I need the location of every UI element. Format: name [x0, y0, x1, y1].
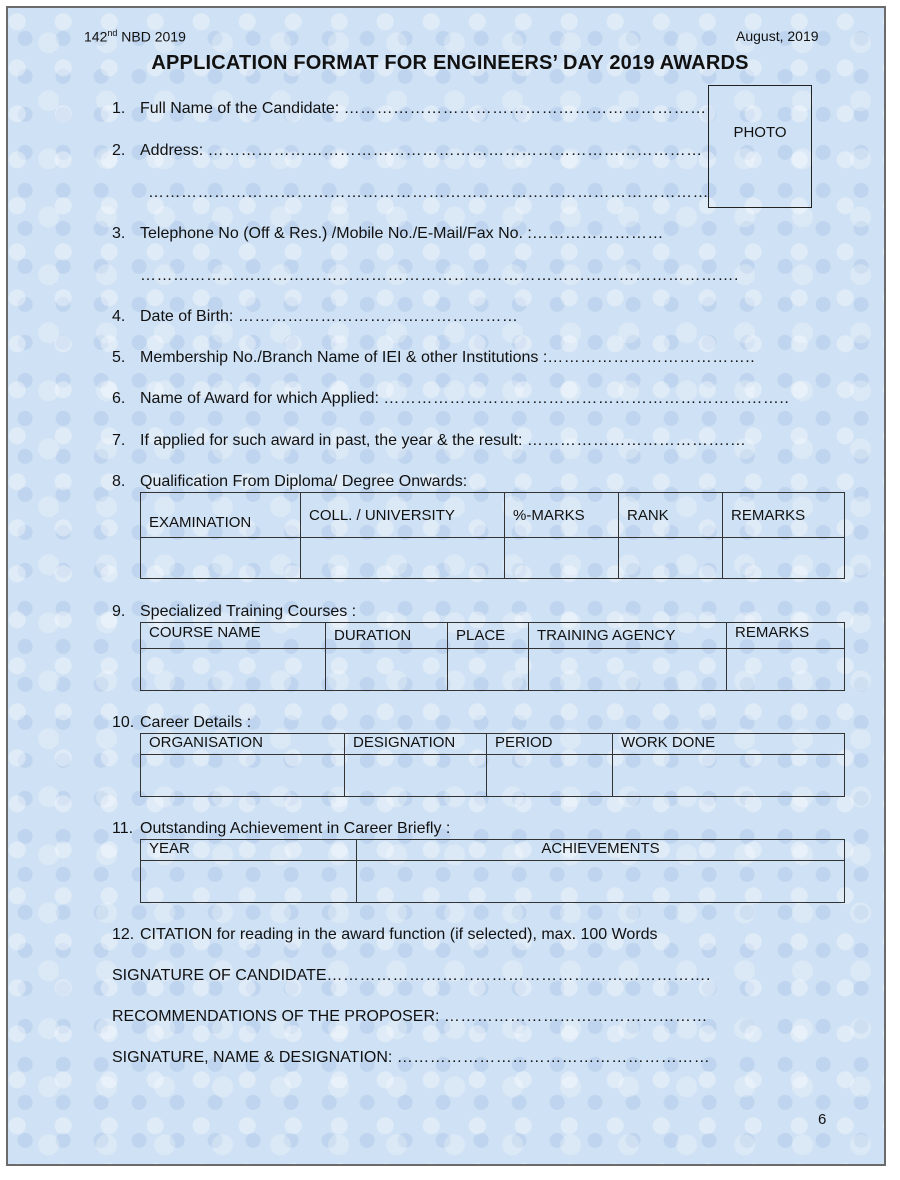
- item-number: 3.: [112, 225, 126, 242]
- item-number: 10.: [112, 714, 135, 731]
- table-header-cell: COLL. / UNIVERSITY: [301, 493, 505, 538]
- item-citation: [112, 926, 658, 944]
- photo-label: PHOTO: [733, 124, 787, 141]
- edition-rest: NBD 2019: [117, 28, 186, 45]
- table-cell[interactable]: [727, 649, 845, 691]
- item-membership: [112, 349, 755, 367]
- career-table: [140, 733, 845, 797]
- item-label: Outstanding Achievement in Career Briefly :: [140, 820, 451, 837]
- table-header-cell: RANK: [619, 493, 723, 538]
- fill-line[interactable]: ………………………………………………………………..: [383, 390, 790, 407]
- achievement-table: [140, 839, 845, 903]
- table-header-cell: ORGANISATION: [141, 734, 345, 755]
- table-cell[interactable]: [357, 861, 845, 903]
- fill-line[interactable]: ………………………………………………………………………………: [207, 142, 703, 159]
- table-cell[interactable]: [529, 649, 727, 691]
- signature-name-designation: [112, 1049, 710, 1067]
- item-qualification: [112, 473, 467, 491]
- table-cell[interactable]: [141, 861, 357, 903]
- item-address-line2: [148, 184, 709, 202]
- item-number: 6.: [112, 390, 126, 407]
- table-row: [141, 538, 845, 579]
- photo-box: [708, 85, 812, 208]
- item-career: [112, 714, 251, 732]
- item-number: 5.: [112, 349, 126, 366]
- table-cell[interactable]: [723, 538, 845, 579]
- signature-label: RECOMMENDATIONS OF THE PROPOSER:: [112, 1008, 444, 1025]
- item-label: Specialized Training Courses :: [140, 603, 357, 620]
- item-label: Full Name of the Candidate:: [140, 100, 344, 117]
- item-number: 12.: [112, 926, 135, 943]
- item-past-award: [112, 432, 746, 450]
- table-row: [141, 755, 845, 797]
- table-header-cell: TRAINING AGENCY: [529, 623, 727, 649]
- item-number: 8.: [112, 473, 126, 490]
- item-telephone: [112, 225, 664, 243]
- fill-line[interactable]: ……………………: [531, 225, 664, 242]
- item-label: Telephone No (Off & Res.) /Mobile No./E-Mail/Fax No. :: [140, 225, 532, 242]
- table-cell[interactable]: [613, 755, 845, 797]
- item-number: 7.: [112, 432, 126, 449]
- table-header-cell: PERIOD: [487, 734, 613, 755]
- table-header-row: [141, 493, 845, 538]
- item-label: Membership No./Branch Name of IEI & other Institutions :: [140, 349, 548, 366]
- item-training: [112, 603, 356, 621]
- table-header-cell: %-MARKS: [505, 493, 619, 538]
- fill-line[interactable]: ………………………………..: [547, 349, 756, 366]
- table-cell[interactable]: [619, 538, 723, 579]
- table-header-cell: REMARKS: [727, 623, 845, 649]
- table-header-cell: ACHIEVEMENTS: [357, 840, 845, 861]
- fill-line[interactable]: …………………………………………………………….: [326, 967, 711, 984]
- table-header-cell: DURATION: [326, 623, 448, 649]
- table-header-cell: COURSE NAME: [141, 623, 326, 649]
- item-label: Qualification From Diploma/ Degree Onwards:: [140, 473, 468, 490]
- item-label: Name of Award for which Applied:: [140, 390, 384, 407]
- item-date-of-birth: [112, 308, 518, 326]
- page-number: 6: [818, 1111, 827, 1128]
- fill-line[interactable]: …………………………………………………: [396, 1049, 711, 1066]
- table-row: [141, 649, 845, 691]
- fill-line[interactable]: …………………………………………: [443, 1008, 708, 1025]
- table-cell[interactable]: [345, 755, 487, 797]
- fill-line[interactable]: …………………………………………………………………………………………: [148, 184, 709, 201]
- header-date: August, 2019: [736, 28, 819, 44]
- fill-line[interactable]: ……………………………….…: [526, 432, 747, 449]
- table-cell[interactable]: [487, 755, 613, 797]
- fill-line[interactable]: ……………………………………………: [237, 308, 519, 325]
- item-achievement: [112, 820, 450, 838]
- item-number: 11.: [112, 820, 134, 837]
- item-number: 4.: [112, 308, 126, 325]
- table-header-cell: PLACE: [448, 623, 529, 649]
- edition-label: [84, 28, 186, 45]
- form-title: APPLICATION FORMAT FOR ENGINEERS’ DAY 2019 AWARDS: [151, 52, 749, 74]
- signature-candidate: [112, 967, 711, 985]
- fill-line[interactable]: …………………………………………………………: [343, 100, 707, 117]
- table-header-row: [141, 734, 845, 755]
- item-telephone-line2: [140, 267, 739, 285]
- item-number: 2.: [112, 142, 126, 159]
- table-header-cell: WORK DONE: [613, 734, 845, 755]
- table-header-cell: EXAMINATION: [141, 493, 301, 538]
- table-row: [141, 861, 845, 903]
- signature-label: SIGNATURE OF CANDIDATE: [112, 967, 327, 984]
- table-cell[interactable]: [326, 649, 448, 691]
- training-table: [140, 622, 845, 691]
- item-address: [112, 142, 703, 160]
- item-number: 9.: [112, 603, 126, 620]
- item-label: Address:: [140, 142, 208, 159]
- table-cell[interactable]: [301, 538, 505, 579]
- item-label: If applied for such award in past, the year & the result:: [140, 432, 527, 449]
- table-header-cell: REMARKS: [723, 493, 845, 538]
- edition-number: 142: [84, 28, 108, 45]
- table-cell[interactable]: [141, 538, 301, 579]
- signature-label: SIGNATURE, NAME & DESIGNATION:: [112, 1049, 397, 1066]
- table-cell[interactable]: [141, 649, 326, 691]
- recommendations-proposer: [112, 1008, 708, 1026]
- table-cell[interactable]: [505, 538, 619, 579]
- table-header-row: [141, 623, 845, 649]
- item-full-name: [112, 100, 707, 118]
- fill-line[interactable]: ……………………………………………………………………………………………….: [140, 267, 739, 284]
- table-header-cell: DESIGNATION: [345, 734, 487, 755]
- table-cell[interactable]: [141, 755, 345, 797]
- item-label: CITATION for reading in the award function (if selected), max. 100 Words: [140, 926, 658, 943]
- qualification-table: [140, 492, 845, 579]
- item-award-name: [112, 390, 789, 408]
- table-header-row: [141, 840, 845, 861]
- table-cell[interactable]: [448, 649, 529, 691]
- edition-suffix: nd: [107, 28, 118, 38]
- item-label: Date of Birth:: [140, 308, 238, 325]
- item-number: 1.: [112, 100, 126, 117]
- table-header-cell: YEAR: [141, 840, 357, 861]
- item-label: Career Details :: [140, 714, 252, 731]
